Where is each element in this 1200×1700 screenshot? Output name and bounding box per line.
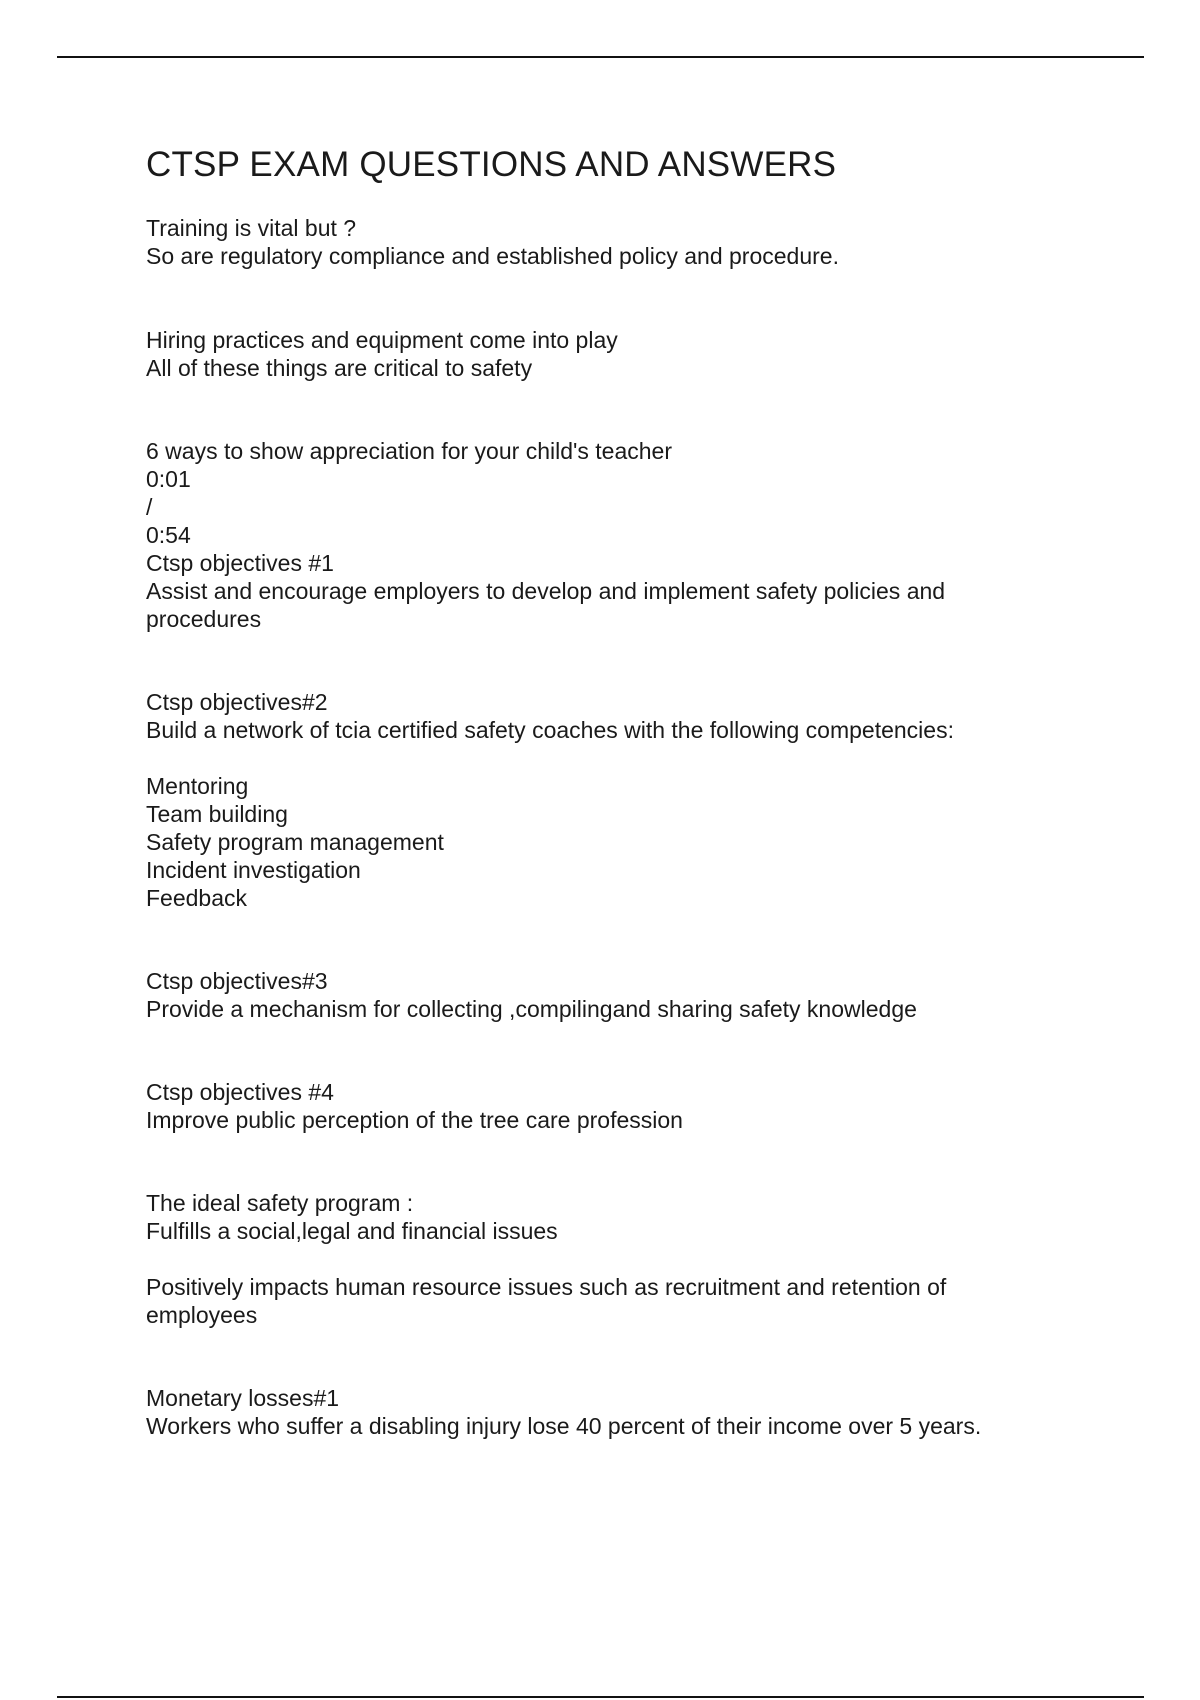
answer-text: All of these things are critical to safety: [146, 355, 533, 381]
top-rule: [57, 56, 1144, 58]
answer-text: So are regulatory compliance and established policy and procedure.: [146, 243, 839, 269]
list-item: Incident investigation: [146, 857, 361, 883]
answer-text: Assist and encourage employers to develop and implement safety policies and: [146, 578, 946, 604]
competency-list: [146, 772, 444, 912]
question-text: Training is vital but ?: [146, 215, 357, 241]
video-time-separator: /: [146, 494, 153, 520]
qa-block-monetary-losses: [146, 1384, 981, 1440]
list-item: Mentoring: [146, 773, 249, 799]
document-title: CTSP EXAM QUESTIONS AND ANSWERS: [146, 145, 837, 184]
question-text: Ctsp objectives#2: [146, 689, 328, 715]
answer-text: Fulfills a social,legal and financial issues: [146, 1218, 558, 1244]
qa-block-objectives-4: [146, 1078, 683, 1134]
question-text: Ctsp objectives #1: [146, 550, 334, 576]
qa-block-objectives-1: [146, 437, 945, 633]
question-text: The ideal safety program :: [146, 1190, 414, 1216]
qa-block-objectives-2: [146, 688, 954, 744]
answer-text-continued: procedures: [146, 606, 262, 632]
list-item: Team building: [146, 801, 288, 827]
ad-text: 6 ways to show appreciation for your child's teacher: [146, 438, 672, 464]
answer-text: Improve public perception of the tree care profession: [146, 1107, 683, 1133]
document-body: [146, 143, 1076, 1439]
question-text: Ctsp objectives #4: [146, 1079, 334, 1105]
answer-paragraph-hr: [146, 1273, 946, 1329]
question-text: Ctsp objectives#3: [146, 968, 328, 994]
answer-text: Build a network of tcia certified safety coaches with the following competencies:: [146, 717, 954, 743]
qa-block-training: [146, 214, 839, 270]
list-item: Feedback: [146, 885, 248, 911]
answer-text: Positively impacts human resource issues such as recruitment and retention of: [146, 1274, 947, 1300]
video-duration: 0:54: [146, 522, 191, 548]
list-item: Safety program management: [146, 829, 444, 855]
bottom-rule: [57, 1696, 1144, 1698]
qa-block-hiring: [146, 326, 618, 382]
answer-text: Provide a mechanism for collecting ,compilingand sharing safety knowledge: [146, 996, 917, 1022]
video-current-time: 0:01: [146, 466, 191, 492]
question-text: Monetary losses#1: [146, 1385, 340, 1411]
answer-text-continued: employees: [146, 1302, 258, 1328]
qa-block-objectives-3: [146, 967, 917, 1023]
question-text: Hiring practices and equipment come into play: [146, 327, 618, 353]
answer-text: Workers who suffer a disabling injury lose 40 percent of their income over 5 years.: [146, 1413, 982, 1439]
qa-block-ideal-program: [146, 1189, 558, 1245]
